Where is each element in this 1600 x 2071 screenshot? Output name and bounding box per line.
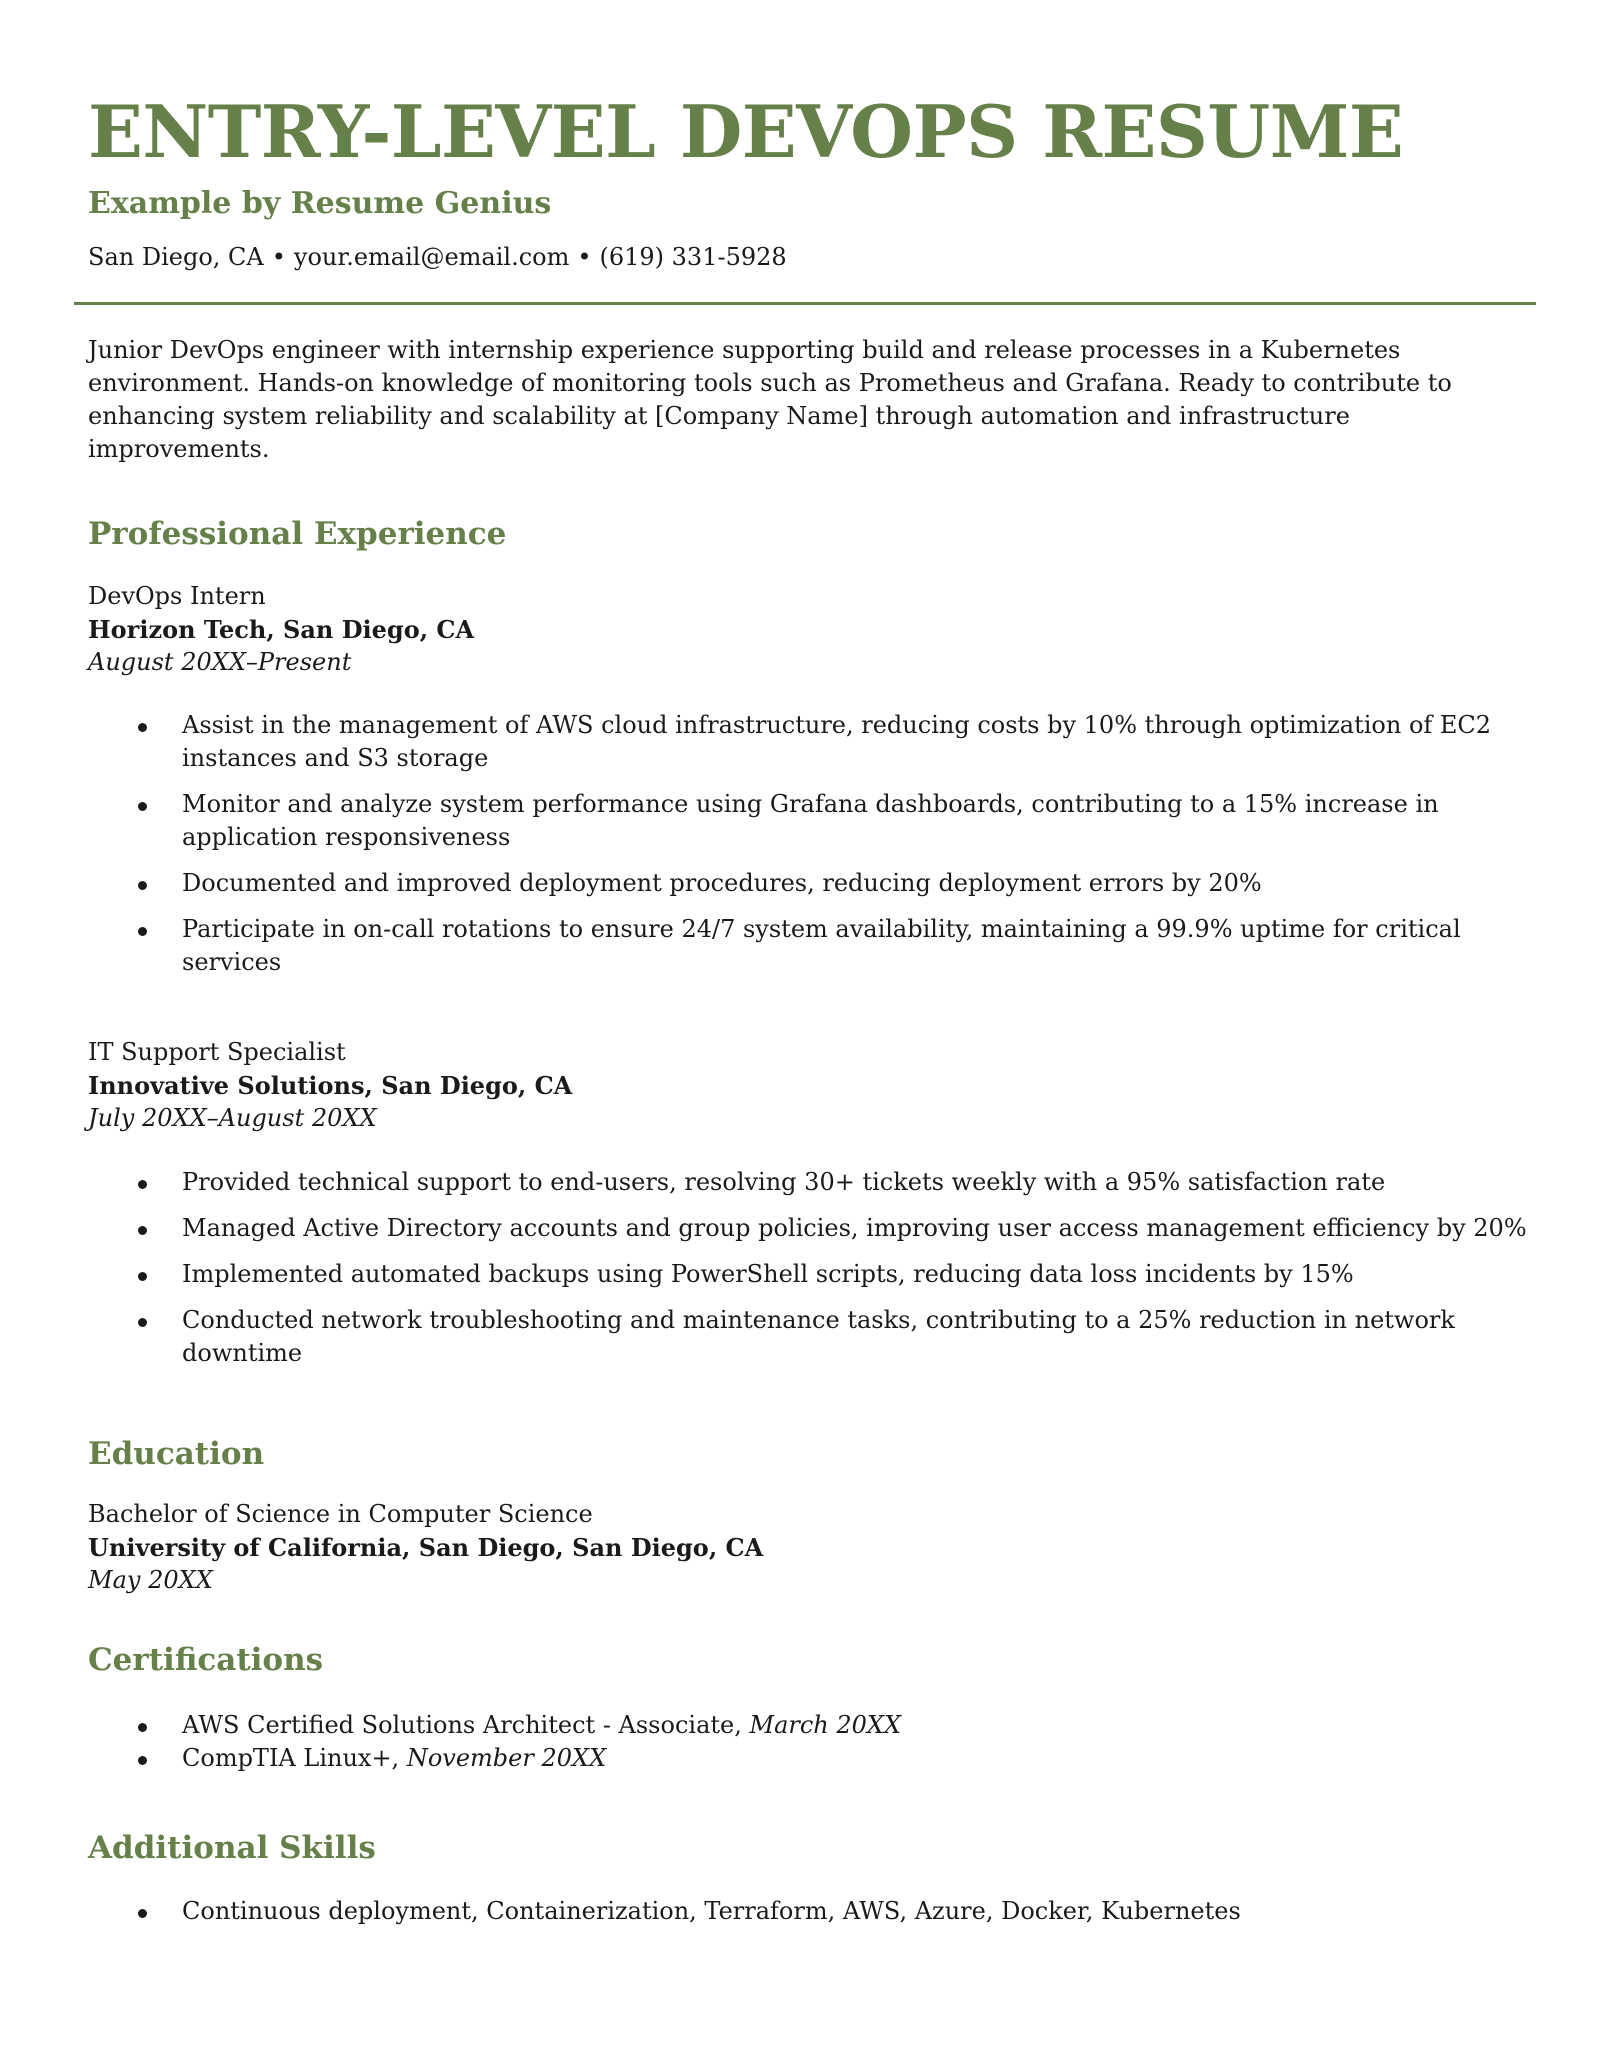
- job-org: Horizon Tech, San Diego, CA: [88, 615, 475, 644]
- professional-summary: Junior DevOps engineer with internship experience supporting build and release processes in a Kubernetes environment. Hands-on knowledge of monitoring tools such as Prometheus and Grafana. Ready to contribute to enhancing system reliability and scalability at [Company Name] through automation and infrastructure improvements.: [88, 336, 1452, 463]
- contact-location: San Diego, CA: [88, 243, 264, 271]
- job-entry: [88, 580, 1548, 679]
- list-item: Documented and improved deployment procedures, reducing deployment errors by 20%: [88, 867, 1528, 900]
- degree: Bachelor of Science in Computer Science: [88, 1500, 593, 1528]
- job-org: Innovative Solutions, San Diego, CA: [88, 1071, 573, 1100]
- contact-line: [88, 240, 1540, 274]
- list-item: Participate in on-call rotations to ensure 24/7 system availability, maintaining a 99.9% uptime for critical services: [88, 913, 1528, 979]
- bullet-icon: [138, 1909, 147, 1918]
- bullet-icon: [138, 1226, 147, 1235]
- job-bullets: [88, 1166, 1528, 1383]
- education-entry: [88, 1498, 1548, 1597]
- school: University of California, San Diego, San Diego, CA: [88, 1533, 764, 1562]
- list-item: Assist in the management of AWS cloud infrastructure, reducing costs by 10% through optimization of EC2 instances and S3 storage: [88, 709, 1528, 775]
- header-divider: [74, 302, 1536, 305]
- bullet-icon: [138, 1180, 147, 1189]
- contact-separator: •: [271, 243, 286, 271]
- list-item: Continuous deployment, Containerization, Terraform, AWS, Azure, Docker, Kubernetes: [88, 1895, 1528, 1928]
- list-item: Managed Active Directory accounts and group policies, improving user access management efficiency by 20%: [88, 1212, 1528, 1245]
- list-item: CompTIA Linux+, November 20XX: [88, 1742, 1528, 1775]
- education-heading: Education: [88, 1436, 265, 1472]
- bullet-icon: [138, 1756, 147, 1765]
- job-entry: [88, 1036, 1548, 1135]
- certification-list: [88, 1709, 1528, 1775]
- skills-heading: Additional Skills: [88, 1830, 376, 1866]
- graduation-date: May 20XX: [88, 1566, 213, 1594]
- certifications-heading: Certifications: [88, 1642, 324, 1678]
- list-item: Conducted network troubleshooting and maintenance tasks, contributing to a 25% reduction in network downtime: [88, 1304, 1528, 1370]
- skills-list: [88, 1895, 1528, 1928]
- list-item: Provided technical support to end-users, resolving 30+ tickets weekly with a 95% satisfaction rate: [88, 1166, 1528, 1199]
- job-dates: July 20XX–August 20XX: [88, 1104, 377, 1132]
- resume-subtitle: Example by Resume Genius: [88, 186, 552, 221]
- job-bullets: [88, 709, 1528, 992]
- contact-email: your.email@email.com: [293, 243, 570, 271]
- contact-separator: •: [577, 243, 592, 271]
- contact-phone: (619) 331-5928: [599, 243, 787, 271]
- bullet-icon: [138, 1272, 147, 1281]
- bullet-icon: [138, 881, 147, 890]
- bullet-icon: [138, 927, 147, 936]
- job-role: IT Support Specialist: [88, 1038, 346, 1066]
- job-role: DevOps Intern: [88, 582, 266, 610]
- list-item: Implemented automated backups using PowerShell scripts, reducing data loss incidents by 15%: [88, 1258, 1528, 1291]
- bullet-icon: [138, 1318, 147, 1327]
- job-dates: August 20XX–Present: [88, 648, 352, 676]
- bullet-icon: [138, 802, 147, 811]
- list-item: Monitor and analyze system performance using Grafana dashboards, contributing to a 15% increase in application responsiveness: [88, 788, 1528, 854]
- resume-header: [88, 88, 1540, 274]
- experience-heading: Professional Experience: [88, 516, 507, 552]
- bullet-icon: [138, 1723, 147, 1732]
- resume-title: ENTRY-LEVEL DEVOPS RESUME: [88, 89, 1404, 174]
- list-item: AWS Certified Solutions Architect - Associate, March 20XX: [88, 1709, 1528, 1742]
- bullet-icon: [138, 723, 147, 732]
